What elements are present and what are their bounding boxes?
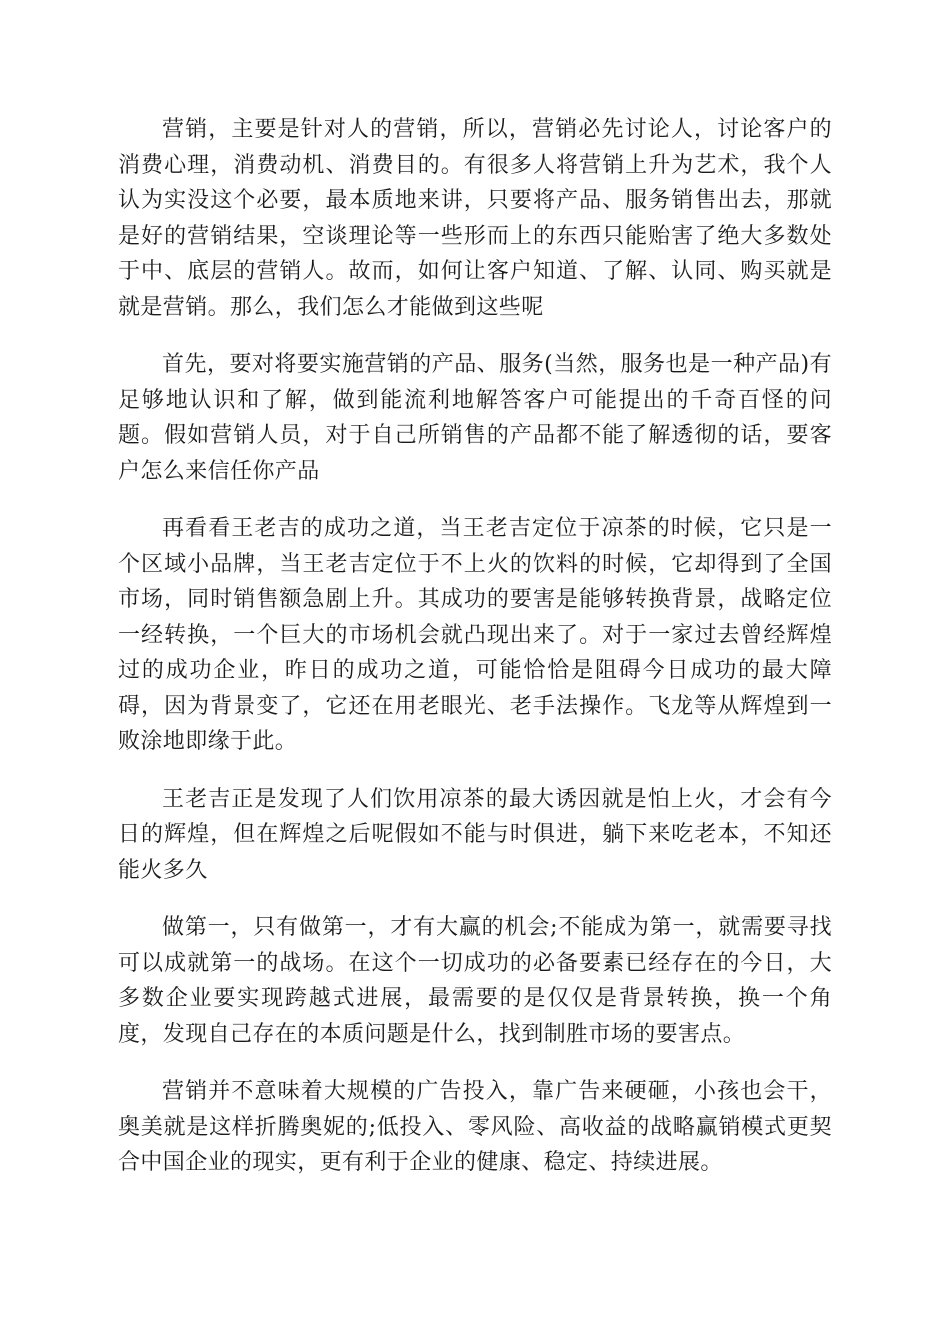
paragraph-2: 首先，要对将要实施营销的产品、服务(当然，服务也是一种产品)有足够地认识和了解，做到能流利地解答客户可能提出的千奇百怪的问题。假如营销人员，对于自己所销售的产品都不能了解透彻的话，要客户怎么来信任你产品: [118, 352, 832, 484]
paragraph-5: 做第一，只有做第一，才有大赢的机会;不能成为第一，就需要寻找可以成就第一的战场。在这个一切成功的必备要素已经存在的今日，大多数企业要实现跨越式进展，最需要的是仅仅是背景转换，换一个角度，发现自己存在的本质问题是什么，找到制胜市场的要害点。: [118, 915, 832, 1047]
paragraph-3: 再看看王老吉的成功之道，当王老吉定位于凉茶的时候，它只是一个区域小品牌，当王老吉定位于不上火的饮料的时候，它却得到了全国市场，同时销售额急剧上升。其成功的要害是能够转换背景，战略定位一经转换，一个巨大的市场机会就凸现出来了。对于一家过去曾经辉煌过的成功企业，昨日的成功之道，可能恰恰是阻碍今日成功的最大障碍，因为背景变了，它还在用老眼光、老手法操作。飞龙等从辉煌到一败涂地即缘于此。: [118, 516, 832, 754]
paragraph-4: 王老吉正是发现了人们饮用凉茶的最大诱因就是怕上火，才会有今日的辉煌，但在辉煌之后呢假如不能与时俱进，躺下来吃老本，不知还能火多久: [118, 786, 832, 883]
paragraph-6: 营销并不意味着大规模的广告投入，靠广告来硬砸，小孩也会干，奥美就是这样折腾奥妮的;低投入、零风险、高收益的战略赢销模式更契合中国企业的现实，更有利于企业的健康、稳定、持续进展。: [118, 1079, 832, 1175]
paragraph-1: 营销，主要是针对人的营销，所以，营销必先讨论人，讨论客户的消费心理，消费动机、消费目的。有很多人将营销上升为艺术，我个人认为实没这个必要，最本质地来讲，只要将产品、服务销售出去，那就是好的营销结果，空谈理论等一些形而上的东西只能贻害了绝大多数处于中、底层的营销人。故而，如何让客户知道、了解、认同、购买就是就是营销。那么，我们怎么才能做到这些呢: [118, 117, 832, 320]
